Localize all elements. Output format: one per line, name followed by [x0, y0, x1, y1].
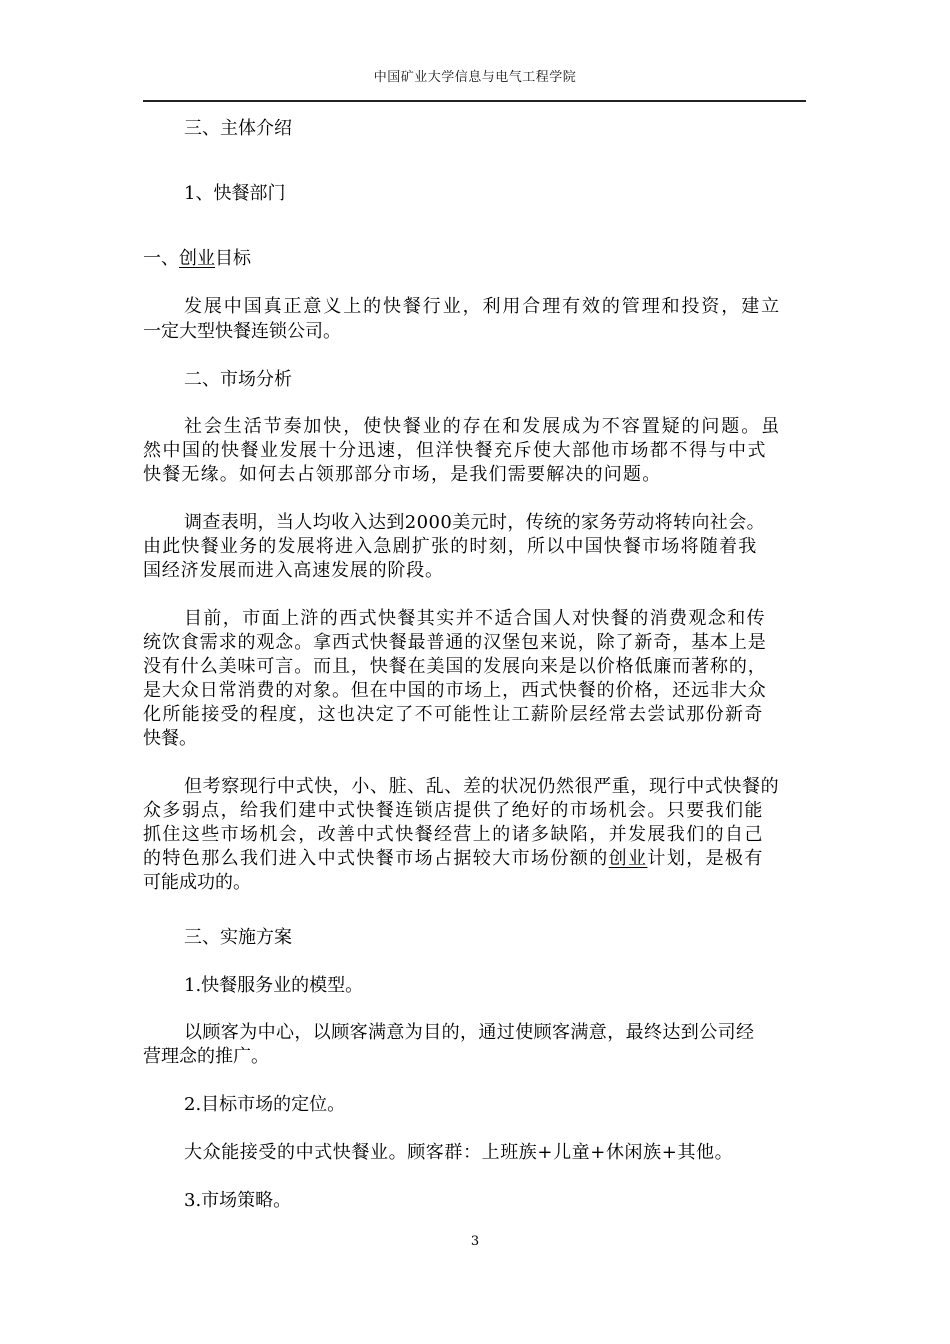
market-para-2-line: 调查表明，当人均收入达到2000美元时，传统的家务劳动将转向社会。 — [184, 512, 766, 533]
market-para-2-line: 国经济发展而进入高速发展的阶段。 — [143, 560, 444, 581]
market-para-4-line — [143, 847, 764, 871]
heading-goal-prefix: 一、 — [143, 248, 179, 269]
section-heading-main: 三、主体介绍 — [184, 118, 292, 139]
heading-market: 二、市场分析 — [184, 369, 292, 390]
plan-item-3: 3.市场策略。 — [184, 1190, 292, 1211]
market-para-1-line: 快餐无缘。如何去占领那部分市场，是我们需要解决的问题。 — [143, 464, 662, 485]
plan-item-1: 1.快餐服务业的模型。 — [184, 975, 364, 996]
market-para-3-line: 目前，市面上浒的西式快餐其实并不适合国人对快餐的消费观念和传 — [184, 608, 766, 629]
market-para-1-line: 社会生活节奏加快，使快餐业的存在和发展成为不容置疑的问题。虽 — [184, 416, 781, 437]
plan-item-1-para-line: 营理念的推广。 — [143, 1046, 269, 1067]
goal-para-line: 一定大型快餐连锁公司。 — [143, 321, 341, 342]
heading-goal-underlined: 创业 — [179, 248, 215, 269]
heading-goal — [143, 247, 251, 271]
market-para-3-line: 化所能接受的程度，这也决定了不可能性让工薪阶层经常去尝试那份新奇 — [143, 704, 764, 725]
plan-item-2-para: 大众能接受的中式快餐业。顾客群：上班族+儿童+休闲族+其他。 — [184, 1142, 734, 1163]
market-para-4-line4-before: 的特色那么我们进入中式快餐市场占据较大市场份额的 — [143, 848, 609, 869]
market-para-2-line: 由此快餐业务的发展将进入急剧扩张的时刻，所以中国快餐市场将随着我 — [143, 536, 758, 557]
market-para-4-line: 但考察现行中式快，小、脏、乱、差的状况仍然很严重，现行中式快餐的 — [184, 776, 780, 797]
market-para-4-line: 众多弱点，给我们建中式快餐连锁店提供了绝好的市场机会。只要我们能 — [143, 800, 764, 821]
plan-item-2: 2.目标市场的定位。 — [184, 1094, 346, 1115]
plan-item-1-para-line: 以顾客为中心，以顾客满意为目的，通过使顾客满意，最终达到公司经 — [184, 1022, 755, 1043]
goal-para-line: 发展中国真正意义上的快餐行业，利用合理有效的管理和投资，建立 — [184, 296, 781, 317]
heading-goal-suffix: 目标 — [215, 248, 251, 269]
page-number: 3 — [470, 1234, 480, 1249]
subsection-heading-fast-food: 1、快餐部门 — [184, 183, 286, 204]
market-para-4-line: 可能成功的。 — [143, 872, 251, 893]
market-para-4-line4-after: 计划，是极有 — [647, 848, 764, 869]
page-header: 中国矿业大学信息与电气工程学院 — [373, 70, 577, 85]
market-para-4-line4-underlined: 创业 — [608, 848, 648, 869]
heading-plan: 三、实施方案 — [184, 927, 292, 948]
market-para-3-line: 统饮食需求的观念。拿西式快餐最普通的汉堡包来说，除了新奇，基本上是 — [143, 632, 767, 653]
header-rule — [143, 100, 806, 102]
market-para-1-line: 然中国的快餐业发展十分迅速，但洋快餐充斥使大部他市场都不得与中式 — [143, 440, 767, 461]
market-para-4-line: 抓住这些市场机会，改善中式快餐经营上的诸多缺陷，并发展我们的自己 — [143, 824, 764, 845]
market-para-3-line: 快餐。 — [143, 728, 197, 749]
market-para-3-line: 是大众日常消费的对象。但在中国的市场上，西式快餐的价格，还远非大众 — [143, 680, 767, 701]
market-para-3-line: 没有什么美味可言。而且，快餐在美国的发展向来是以价格低廉而著称的， — [143, 656, 767, 677]
